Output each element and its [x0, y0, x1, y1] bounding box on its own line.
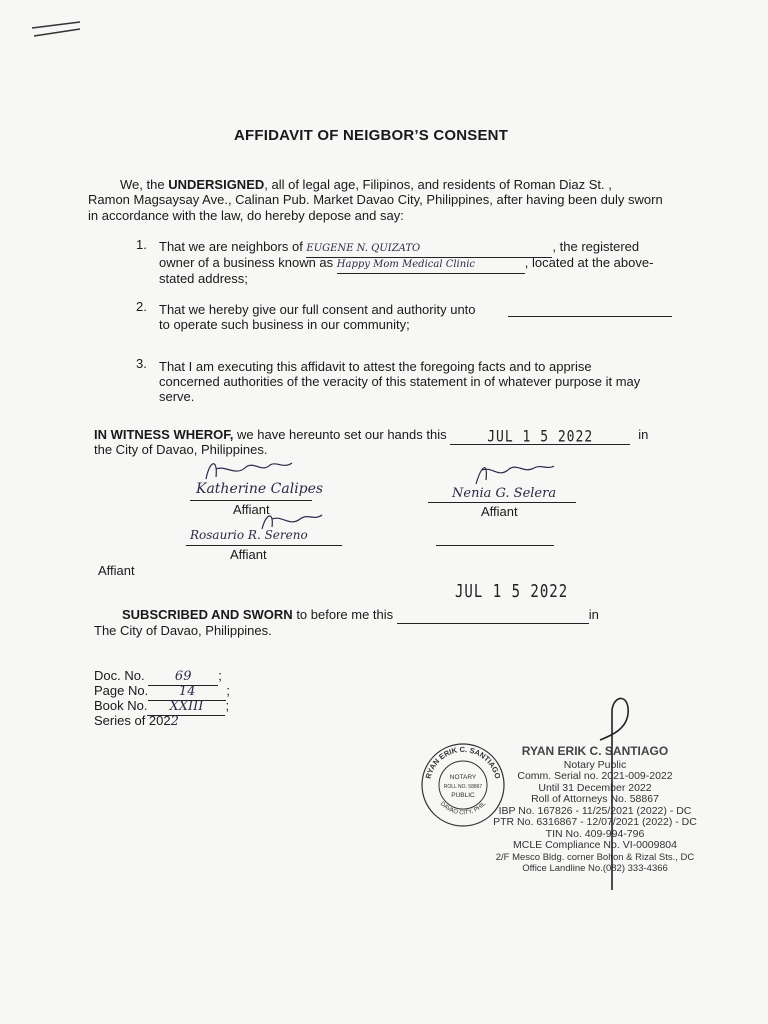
- intro-rest-line-1: , all of legal age, Filipinos, and residents of Roman Diaz St. ,: [264, 177, 612, 192]
- book-no-value: XXIII: [147, 700, 225, 716]
- notary-line-5: IBP No. 167826 - 11/25/2021 (2022) - DC: [498, 804, 692, 817]
- item-3-number: 3.: [136, 356, 147, 371]
- signature-line-2: [428, 502, 576, 503]
- sworn-date-stamp: JUL 1 5 2022: [455, 582, 569, 602]
- item-1-line-3: stated address;: [159, 271, 248, 286]
- sworn-date-blank: [397, 608, 589, 624]
- page-no-semicolon: ;: [226, 683, 230, 698]
- doc-no-label: Doc. No.: [94, 668, 145, 683]
- notary-line-4: Roll of Attorneys No. 58867: [531, 793, 659, 805]
- signature-line-3: [186, 545, 342, 546]
- notary-signature: [590, 690, 640, 900]
- witness-bold: IN WITNESS WHEROF,: [94, 427, 234, 442]
- item-3-line-2: concerned authorities of the veracity of this statement in of whatever purpose it may: [159, 374, 641, 389]
- docket-series: [94, 714, 179, 730]
- seal-top-text: RYAN ERIK C. SANTIAGO: [423, 744, 503, 780]
- item-2-blank-line: [508, 316, 672, 317]
- page-no-value: 14: [148, 685, 226, 701]
- affiant-label-4: Affiant: [98, 563, 135, 578]
- item-2-number: 2.: [136, 299, 147, 314]
- item-1-text-b: , the registered: [552, 239, 640, 254]
- sworn-line-1: [122, 608, 642, 624]
- signature-line-4: [436, 545, 554, 546]
- seal-center-2: ROLL NO. 58867: [443, 784, 483, 790]
- seal-center-3: PUBLIC: [451, 792, 475, 799]
- sworn-text: to before me this: [292, 607, 397, 622]
- series-label: Series of 202: [94, 713, 171, 728]
- witness-date-field: [450, 428, 630, 445]
- notary-line-8: MCLE Compliance No. VI-0009804: [512, 839, 677, 851]
- series-value: 2: [170, 714, 179, 729]
- doc-no-semicolon: ;: [218, 668, 222, 683]
- corner-pen-mark: [30, 20, 82, 40]
- document-title: AFFIDAVIT OF NEIGBOR’S CONSENT: [234, 127, 509, 144]
- affiant-label-3: Affiant: [230, 547, 267, 562]
- signature-scribble-2: [468, 458, 558, 488]
- doc-no-value: 69: [148, 670, 218, 686]
- item-1-number: 1.: [136, 237, 147, 252]
- signature-name-3: Rosaurio R. Sereno: [190, 528, 308, 542]
- item-1-text-a: That we are neighbors of: [159, 239, 307, 254]
- notary-line-2: Comm. Serial no. 2021-009-2022: [517, 770, 673, 782]
- signature-name-1: Katherine Calipes: [196, 481, 324, 497]
- witness-text: we have hereunto set our hands this: [233, 427, 451, 442]
- item-3-line-1: That I am executing this affidavit to attest the foregoing facts and to apprise: [159, 359, 592, 374]
- item-2-line-1: That we hereby give our full consent and authority unto: [159, 302, 476, 317]
- seal-center-1: NOTARY: [449, 774, 477, 781]
- notary-line-9: 2/F Mesco Bldg. corner Bolton & Rizal Sts., DC: [495, 851, 695, 863]
- notary-line-10: Office Landline No.(082) 333-4366: [522, 863, 668, 874]
- intro-line-1: [120, 178, 612, 193]
- book-no-semicolon: ;: [225, 698, 230, 713]
- intro-we-the: We, the: [120, 177, 169, 192]
- notary-name: RYAN ERIK C. SANTIAGO: [521, 744, 669, 758]
- witness-in: in: [638, 427, 649, 442]
- book-no-label: Book No.: [94, 698, 148, 713]
- item-1-text-c: owner of a business known as: [159, 255, 337, 270]
- signature-line-1: [190, 500, 312, 501]
- affiant-label-1: Affiant: [233, 502, 270, 517]
- seal-bottom-text: DAVAO CITY, PHIL: [438, 801, 488, 817]
- intro-line-3: in accordance with the law, do hereby depose and say:: [88, 208, 404, 223]
- witness-line-2: the City of Davao, Philippines.: [94, 442, 268, 457]
- sworn-line-2: The City of Davao, Philippines.: [94, 623, 272, 638]
- item-2-line-2: to operate such business in our community;: [159, 317, 410, 332]
- affiant-label-2: Affiant: [481, 504, 518, 519]
- notary-line-3: Until 31 December 2022: [538, 781, 652, 794]
- page-no-label: Page No.: [94, 683, 149, 698]
- notary-line-6: PTR No. 6316867 - 12/07/2021 (2022) - DC: [493, 816, 697, 828]
- item-3-line-3: serve.: [159, 389, 195, 404]
- intro-undersigned: UNDERSIGNED: [168, 177, 265, 192]
- notary-line-1: Notary Public: [563, 758, 627, 771]
- sworn-in: in: [588, 607, 599, 622]
- witness-date-stamp: JUL 1 5 2022: [487, 427, 594, 447]
- item-1-text-d: , located at the above-: [524, 255, 654, 270]
- intro-line-2: Ramon Magsaysay Ave., Calinan Pub. Market Davao City, Philippines, after having been duly sworn: [88, 192, 663, 207]
- item-1-neighbor-name-field: EUGENE N. QUIZATO: [306, 242, 552, 258]
- sworn-bold: SUBSCRIBED AND SWORN: [122, 607, 293, 622]
- signature-name-2: Nenia G. Selera: [452, 486, 557, 501]
- notary-line-7: TIN No. 409-994-796: [545, 827, 645, 840]
- item-1-business-name-field: Happy Mom Medical Clinic: [337, 258, 525, 274]
